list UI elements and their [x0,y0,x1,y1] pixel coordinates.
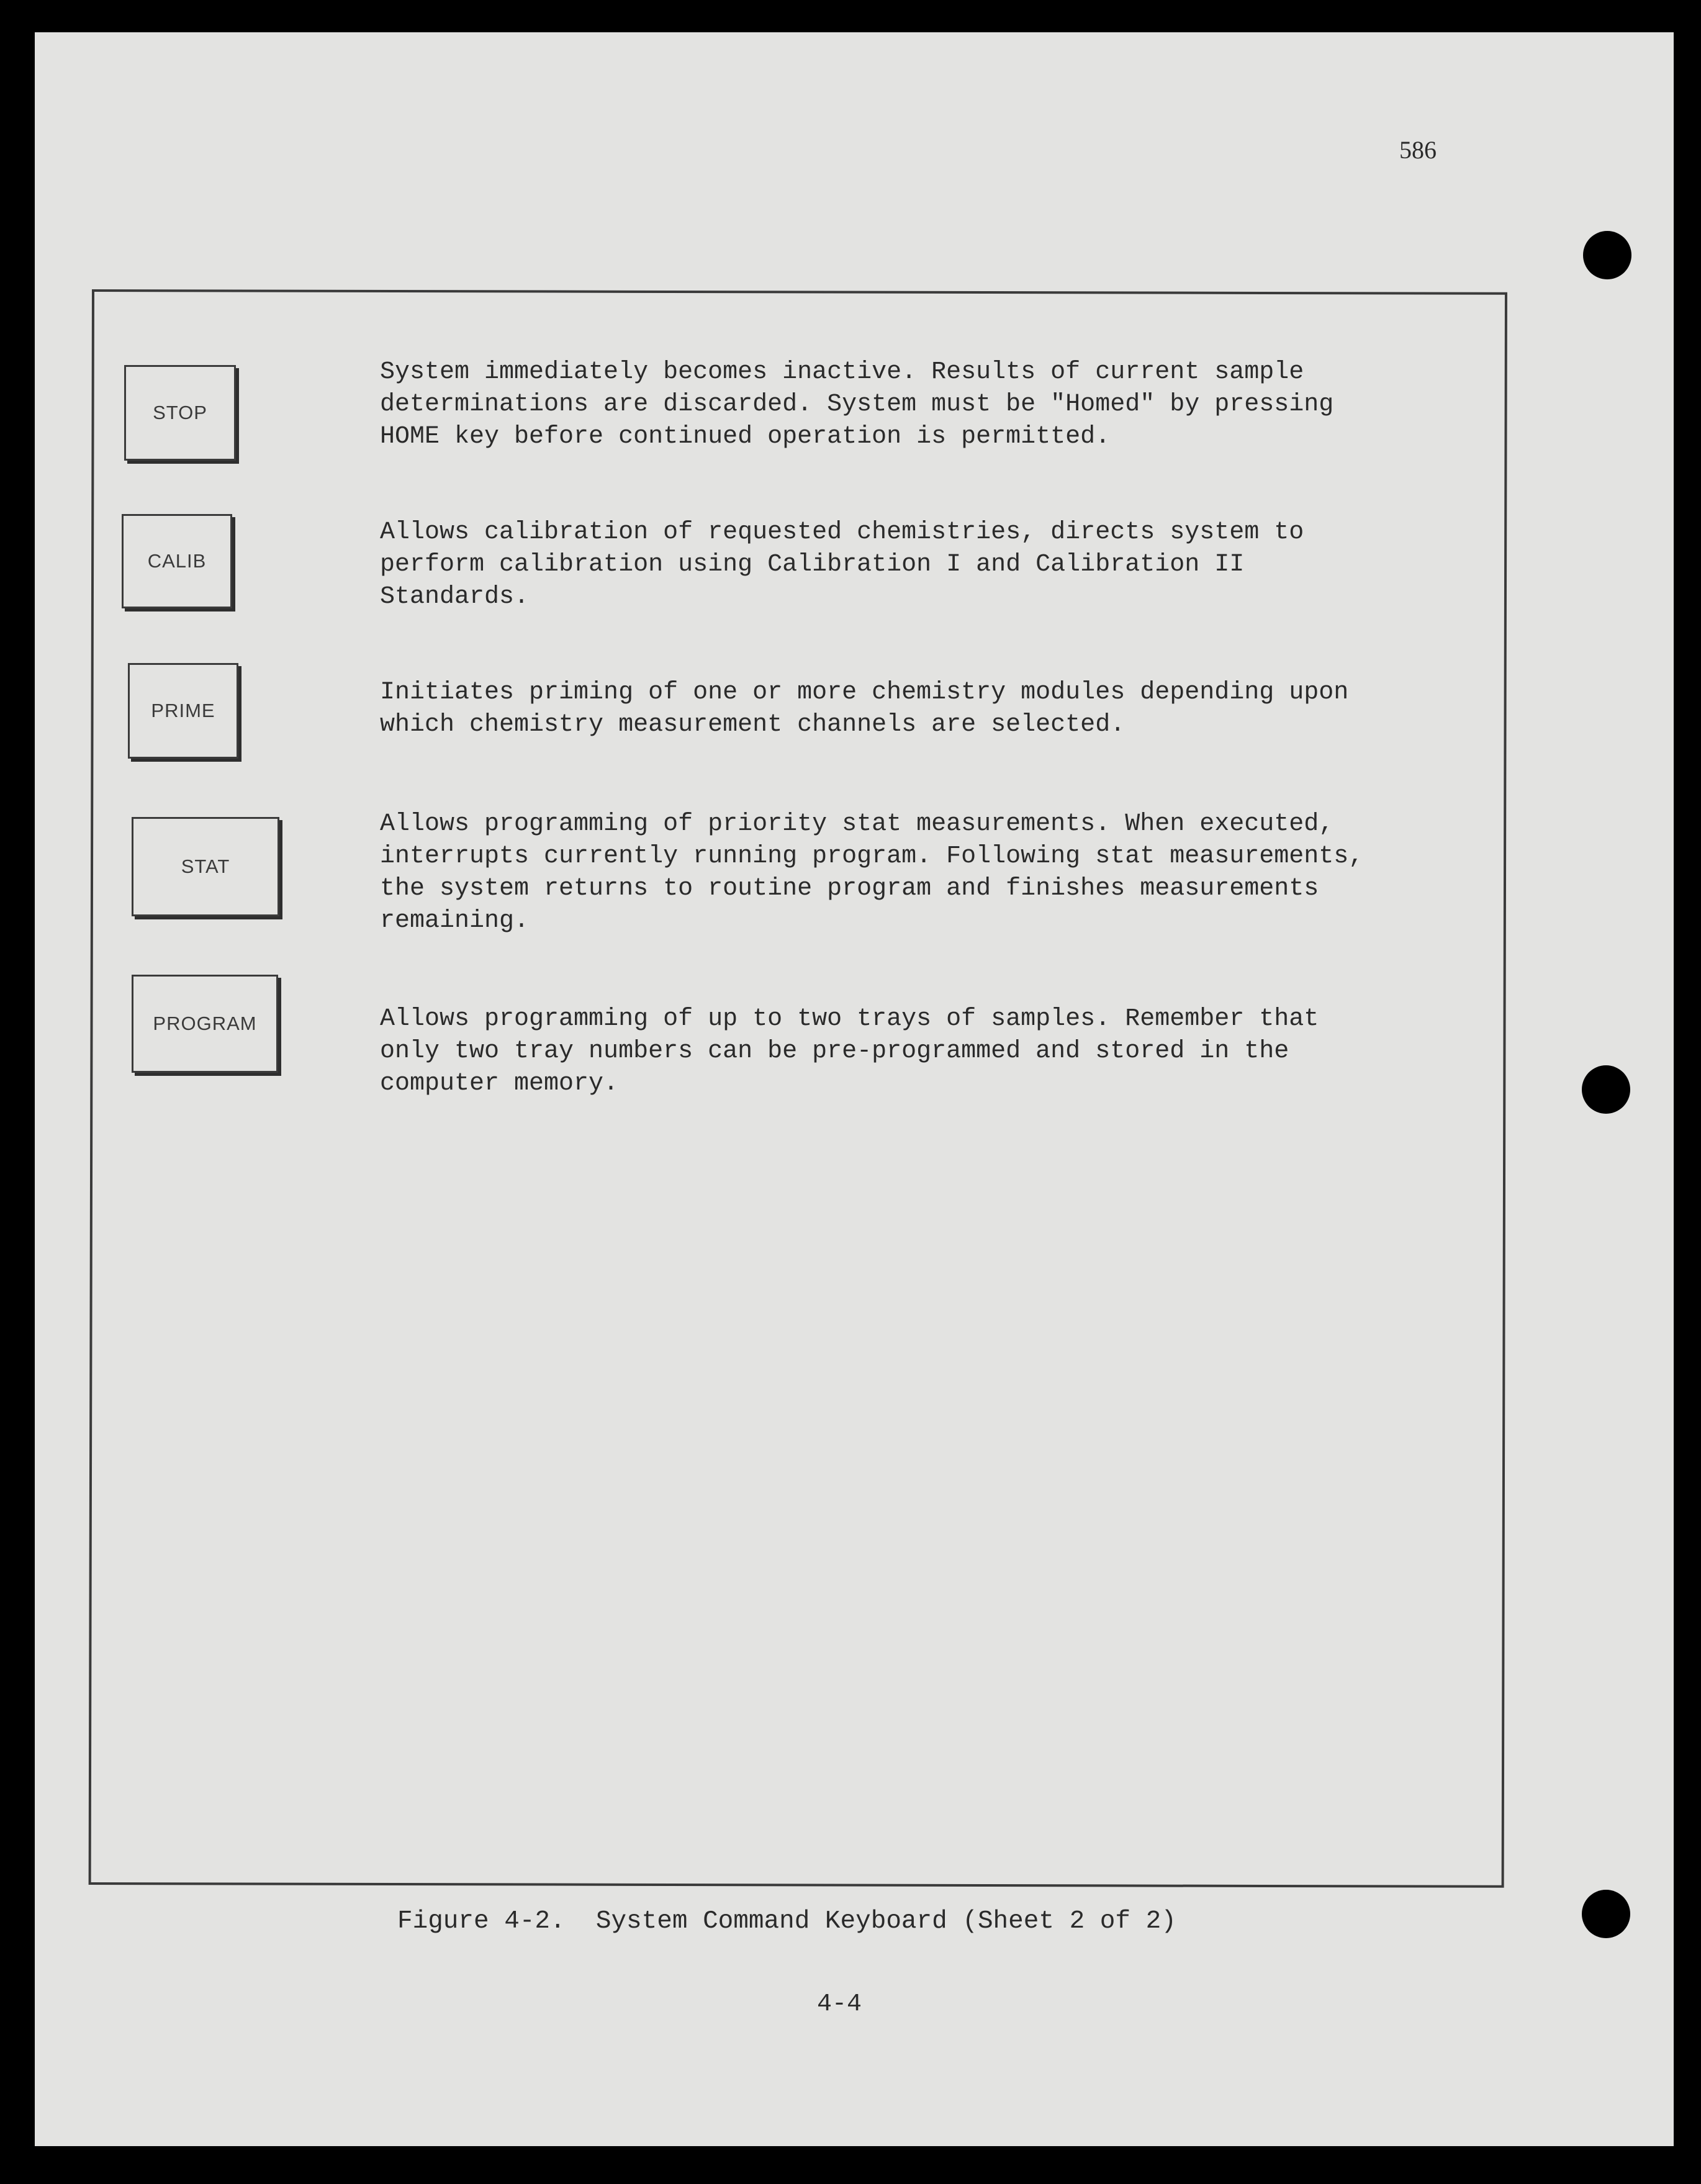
punch-hole-bottom [1582,1890,1630,1938]
figure-caption: Figure 4-2. System Command Keyboard (Sheet 2 of 2) [397,1907,1176,1936]
calib-key: CALIB [122,514,232,608]
punch-hole-top [1583,231,1631,279]
stat-key-description: Allows programming of priority stat measurements. When executed, interrupts currently running program. Following stat measurements, the system returns to routine program and finishes measurements remaining. [380,810,1364,935]
stop-key: STOP [124,365,236,461]
prime-key: PRIME [128,663,238,759]
page-footer-number: 4-4 [817,1990,862,2018]
stop-key-description: System immediately becomes inactive. Results of current sample determinations are discarded. System must be "Homed" by pressing HOME key before continued operation is permitted. [380,358,1334,451]
prime-key-description: Initiates priming of one or more chemistry modules depending upon which chemistry measurement channels are selected. [380,679,1349,739]
program-key-description: Allows programming of up to two trays of samples. Remember that only two tray numbers can be pre-programmed and stored in the computer memory. [380,1005,1319,1098]
program-key: PROGRAM [132,975,278,1073]
punch-hole-middle [1582,1065,1630,1114]
calib-key-description: Allows calibration of requested chemistries, directs system to perform calibration using Calibration I and Calibration II Standards. [380,518,1304,611]
stat-key: STAT [132,817,279,916]
page-number: 586 [1399,136,1437,164]
